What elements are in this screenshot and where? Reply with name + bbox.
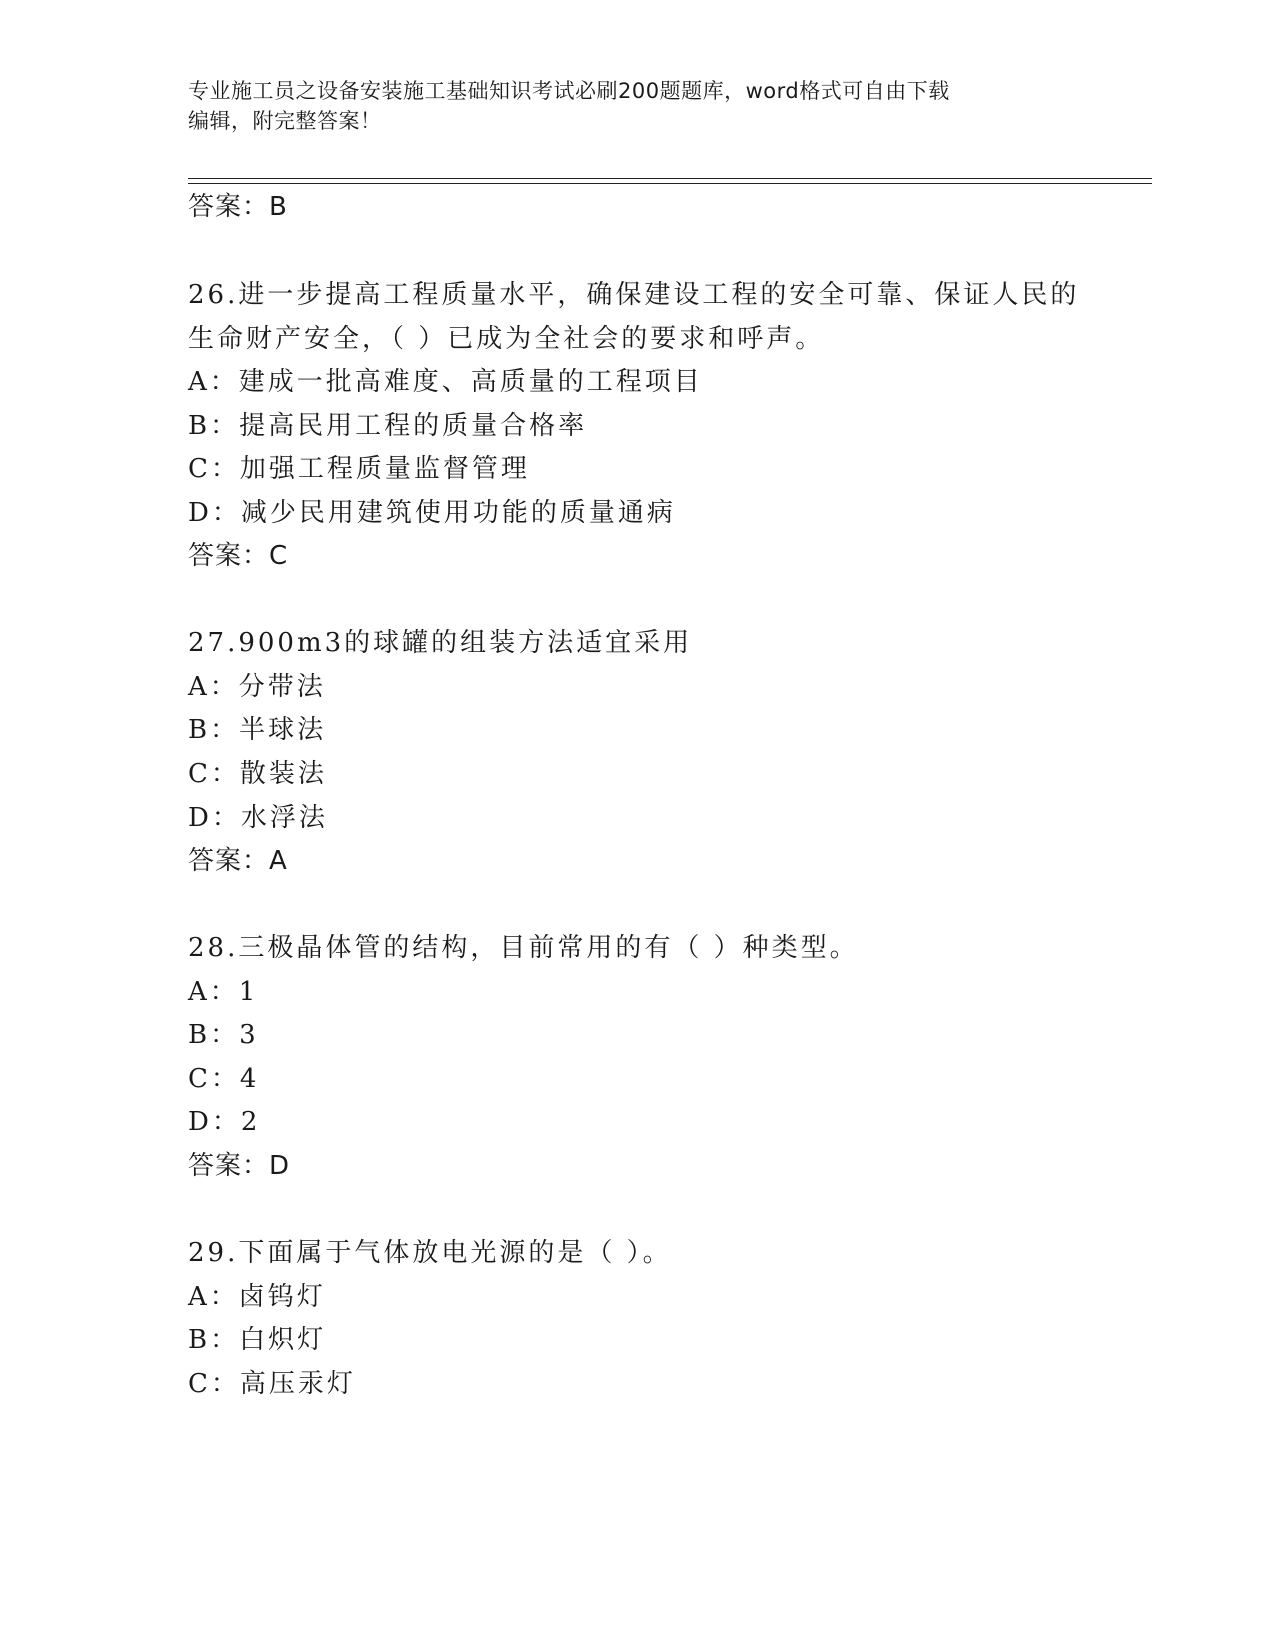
question-28-option-c: C：4 bbox=[188, 1064, 260, 1094]
question-28-option-b: B：3 bbox=[188, 1020, 259, 1050]
page-header bbox=[188, 76, 1088, 136]
question-26-option-a: A：建成一批高难度、高质量的工程项目 bbox=[188, 367, 703, 397]
question-28-option-d: D：2 bbox=[188, 1107, 261, 1137]
question-27-answer: 答案：A bbox=[188, 846, 288, 876]
header-line-1: 专业施工员之设备安装施工基础知识考试必刷200题题库，word格式可自由下载 bbox=[188, 79, 950, 103]
question-26-option-c: C：加强工程质量监督管理 bbox=[188, 454, 530, 484]
question-27-option-d: D：水浮法 bbox=[188, 803, 328, 833]
question-29-option-c: C：高压汞灯 bbox=[188, 1369, 356, 1399]
header-divider-bottom bbox=[188, 183, 1152, 184]
header-line-2: 编辑，附完整答案！ bbox=[188, 109, 382, 133]
question-26-stem-line-1: 26.进一步提高工程质量水平，确保建设工程的安全可靠、保证人民的 bbox=[188, 280, 1080, 310]
question-26-answer: 答案：C bbox=[188, 541, 289, 571]
question-26-stem-line-2: 生命财产安全，（ ）已成为全社会的要求和呼声。 bbox=[188, 324, 825, 354]
question-27-option-a: A：分带法 bbox=[188, 672, 326, 702]
question-26-option-d: D：减少民用建筑使用功能的质量通病 bbox=[188, 498, 676, 528]
question-28-answer: 答案：D bbox=[188, 1151, 291, 1181]
question-27-option-c: C：散装法 bbox=[188, 759, 327, 789]
question-28-stem: 28.三极晶体管的结构，目前常用的有（ ）种类型。 bbox=[188, 933, 859, 963]
previous-answer: 答案：B bbox=[188, 192, 288, 222]
question-27-stem: 27.900m3的球罐的组装方法适宜采用 bbox=[188, 628, 693, 658]
question-29-option-a: A：卤钨灯 bbox=[188, 1282, 326, 1312]
question-27-option-b: B：半球法 bbox=[188, 715, 327, 745]
question-29-option-b: B：白炽灯 bbox=[188, 1325, 327, 1355]
question-26-option-b: B：提高民用工程的质量合格率 bbox=[188, 411, 588, 441]
header-divider-top bbox=[188, 178, 1152, 179]
question-28-option-a: A：1 bbox=[188, 977, 259, 1007]
question-29-stem: 29.下面属于气体放电光源的是（ ）。 bbox=[188, 1238, 672, 1268]
